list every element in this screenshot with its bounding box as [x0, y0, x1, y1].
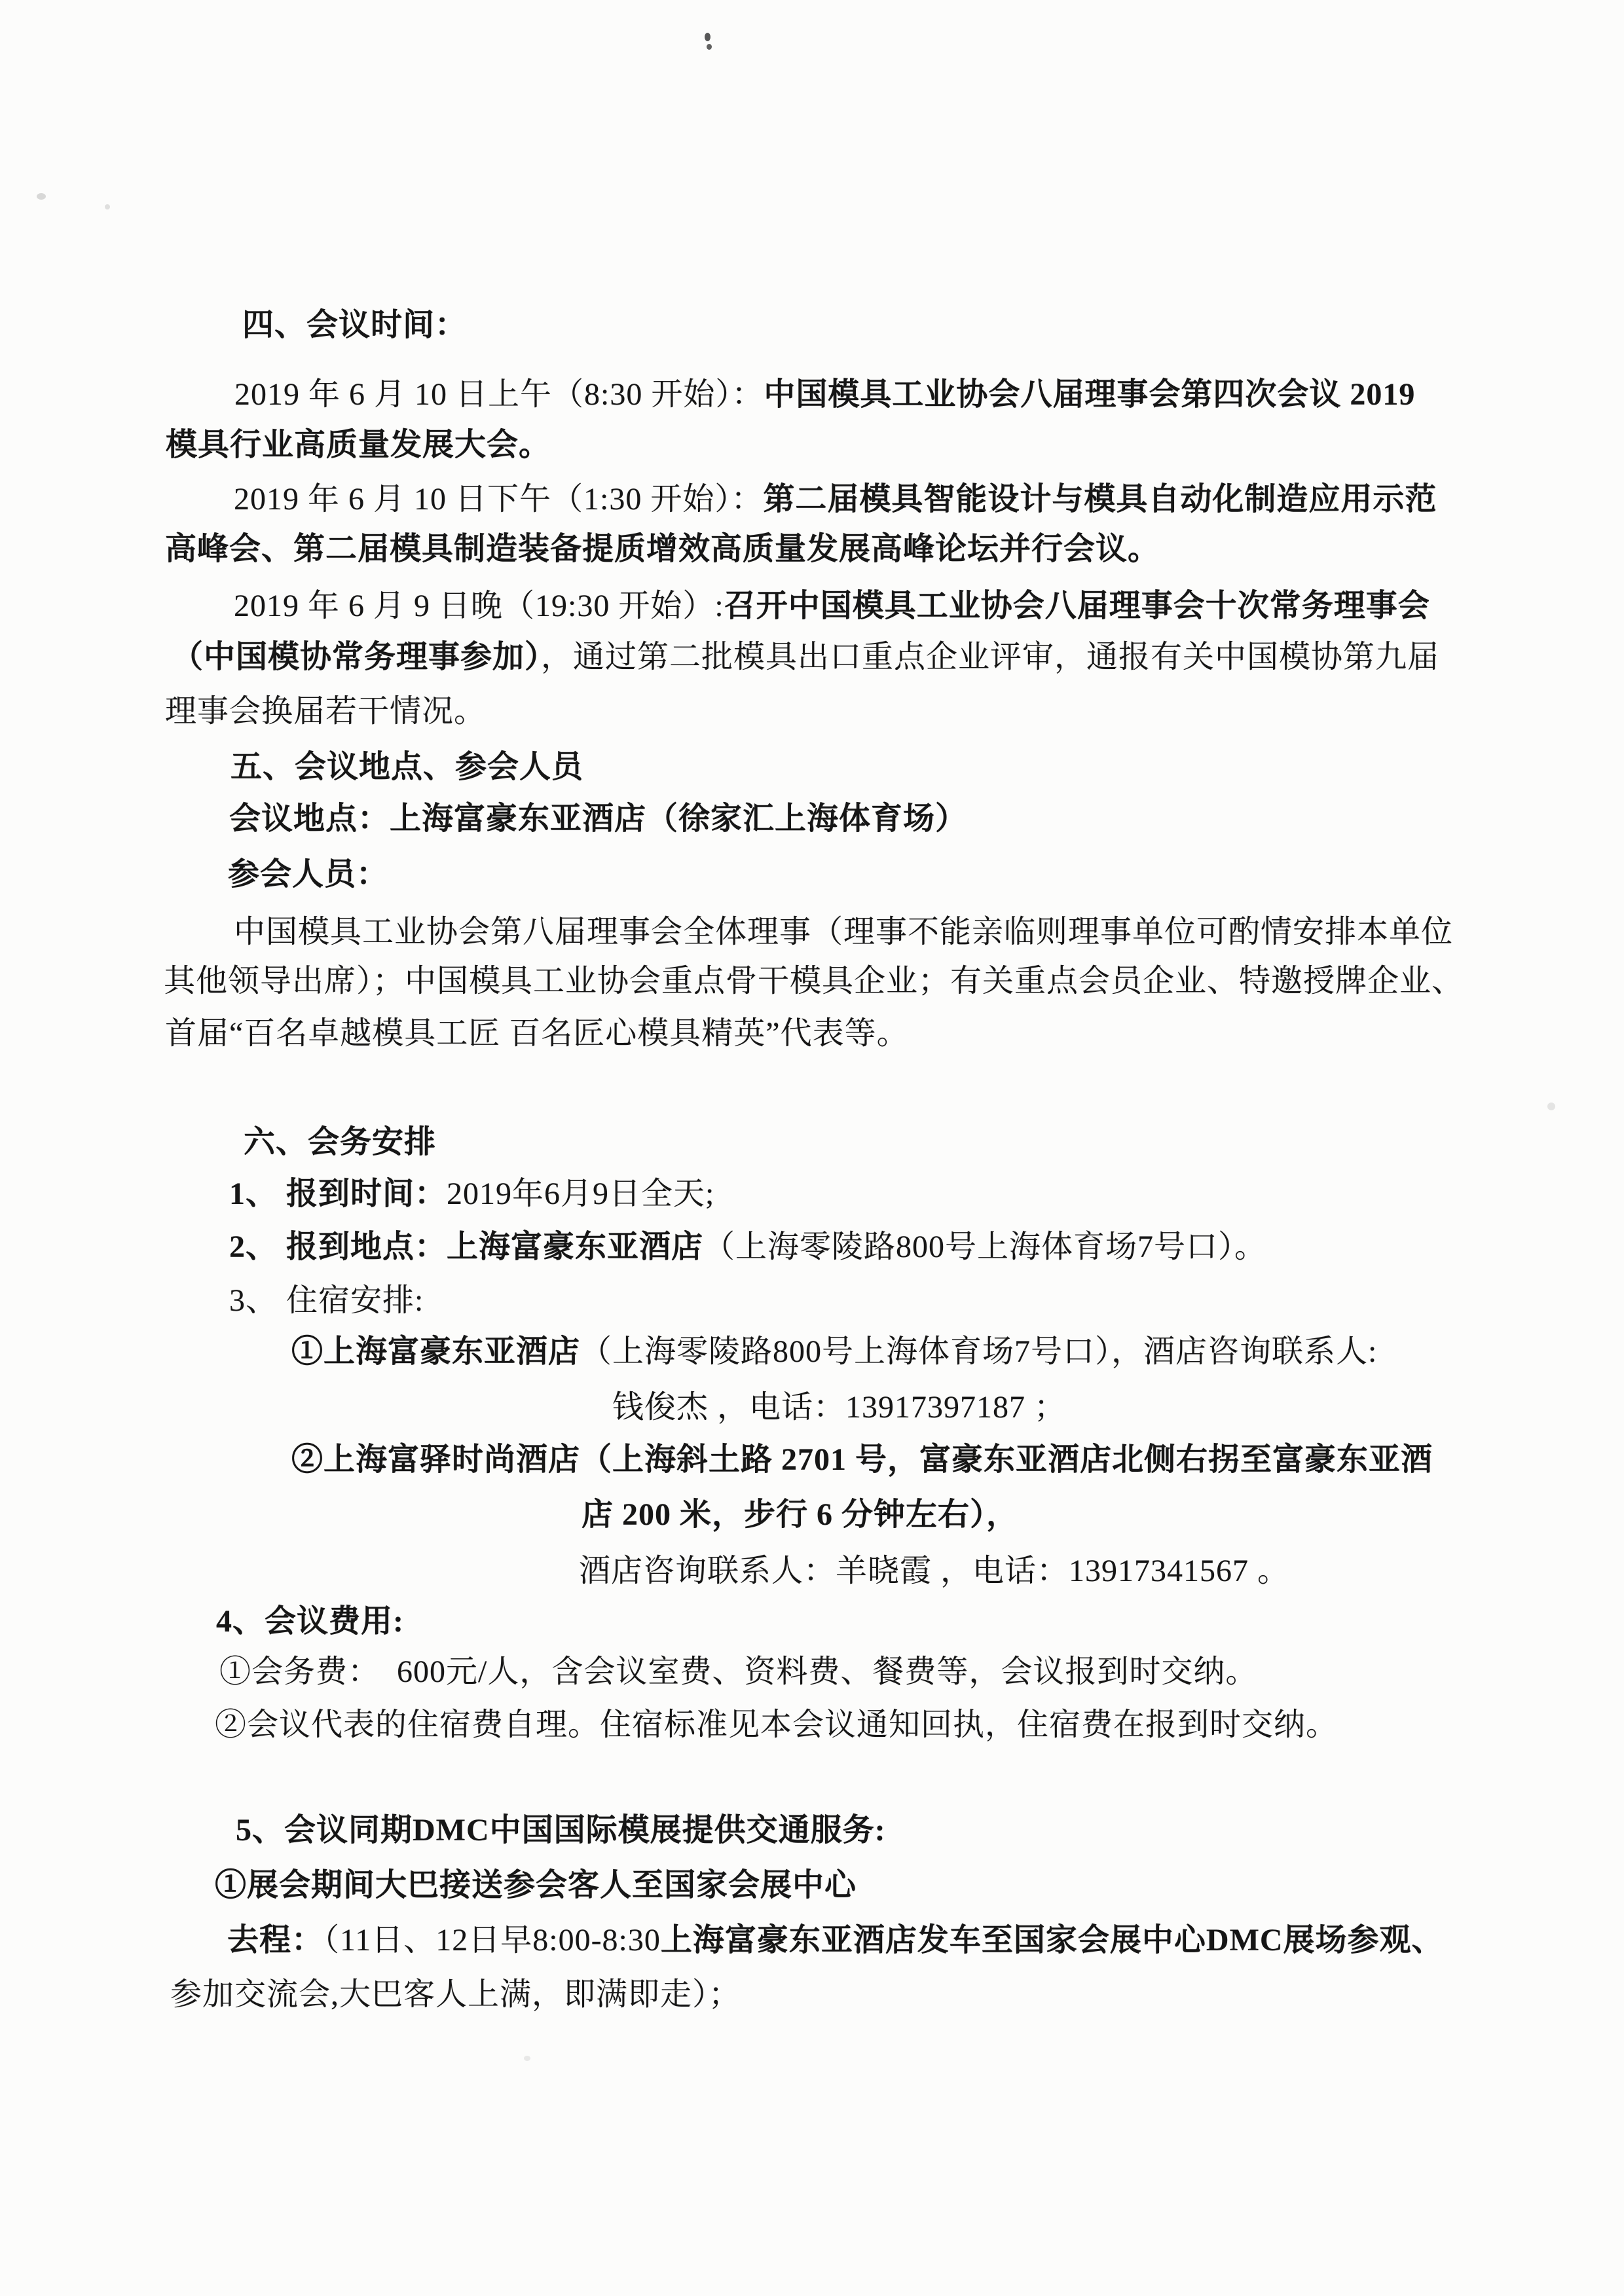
text-line — [165, 523, 1160, 575]
text-line — [229, 1168, 714, 1220]
text-line — [164, 955, 1464, 1008]
bold-text-run: 2、 报到地点：上海富豪东亚酒店 — [229, 1230, 704, 1264]
text-run: （上海零陵路800号上海体育场7号口），酒店咨询联系人: — [580, 1334, 1378, 1369]
bold-text-run: ①展会期间大巴接送参会客人至国家会展中心 — [215, 1868, 857, 1903]
text-run: 钱俊杰 ，电话：13917397187 ； — [612, 1390, 1067, 1425]
text-line — [291, 1326, 1377, 1378]
text-line — [231, 741, 583, 793]
bold-text-run: 1、 报到时间： — [229, 1176, 447, 1211]
text-line — [612, 1381, 1066, 1434]
bold-text-run: ①上海富豪东亚酒店 — [291, 1334, 581, 1369]
text-line — [227, 1914, 1444, 1967]
text-line — [165, 685, 486, 738]
ink-speck — [105, 204, 110, 210]
text-run: 参加交流会,大巴客人上满，即满即走）； — [170, 1977, 741, 2012]
text-line — [219, 1646, 1257, 1698]
bold-text-run: 中国模具工业协会八届理事会第四次会议 2019 — [764, 377, 1416, 412]
bold-text-run: 五、会议地点、参会人员 — [231, 750, 584, 784]
bold-text-run: 四、会议时间： — [242, 308, 468, 342]
text-line — [216, 1595, 404, 1648]
text-line — [229, 1275, 424, 1327]
text-run: （上海零陵路800号上海体育场7号口）。 — [703, 1230, 1267, 1264]
bold-text-run: 去程： — [227, 1923, 324, 1958]
text-run: 中国模具工业协会第八届理事会全体理事（理事不能亲临则理事单位可酌情安排本单位 — [234, 915, 1454, 949]
text-line — [234, 369, 1415, 421]
text-line — [579, 1545, 1289, 1597]
bold-text-run: 六、会务安排 — [244, 1125, 437, 1159]
text-run: 2019 年 6 月 10 日下午（1:30 开始）： — [234, 482, 764, 517]
ink-speck — [524, 2056, 530, 2061]
text-line — [291, 1434, 1433, 1486]
bold-text-run: 第二届模具智能设计与模具自动化制造应用示范 — [763, 482, 1437, 517]
text-line — [234, 906, 1453, 958]
text-line — [234, 580, 1430, 632]
text-run: ，通过第二批模具出口重点企业评审，通报有关中国模协第九届 — [541, 640, 1440, 674]
bold-text-run: 高峰会、第二届模具制造装备提质增效高质量发展高峰论坛并行会议。 — [165, 532, 1160, 566]
text-run: ①会务费： 600元/人，含会议室费、资料费、餐费等，会议报到时交纳。 — [219, 1654, 1258, 1689]
text-line — [242, 299, 467, 352]
bold-text-run: 上海富豪东亚酒店发车至国家会展中心DMC展场参观、 — [660, 1923, 1444, 1958]
bold-text-run: 4、会议费用: — [216, 1604, 404, 1639]
ink-speck — [1547, 1102, 1555, 1110]
ink-speck — [705, 33, 710, 41]
text-line — [170, 1969, 741, 2021]
text-run: （11日、12日早8:00-8:30 — [323, 1923, 661, 1958]
text-run: 其他领导出席）；中国模具工业协会重点骨干模具企业；有关重点会员企业、特邀授牌企业、 — [164, 964, 1464, 998]
bold-text-run: 参会人员： — [228, 857, 389, 892]
text-run: 2019年6月9日全天; — [447, 1176, 715, 1211]
bold-text-run: 5、会议同期DMC中国国际模展提供交通服务: — [236, 1813, 886, 1848]
text-run: 理事会换届若干情况。 — [165, 694, 487, 729]
text-line — [215, 1699, 1338, 1751]
text-line — [228, 848, 388, 901]
bold-text-run: 店 200 米，步行 6 分钟左右）， — [581, 1497, 1019, 1532]
text-run: 酒店咨询联系人：羊晓霞 ，电话：13917341567 。 — [579, 1554, 1290, 1588]
text-run: 首届“百名卓越模具工匠 百名匠心模具精英”代表等。 — [165, 1016, 909, 1051]
text-line — [172, 631, 1439, 683]
text-run: 2019 年 6 月 10 日上午（8:30 开始）： — [234, 377, 764, 412]
bold-text-run: ②上海富驿时尚酒店（上海斜土路 2701 号，富豪东亚酒店北侧右拐至富豪东亚酒 — [291, 1442, 1433, 1477]
text-run: 2019 年 6 月 9 日晚（19:30 开始）: — [234, 589, 724, 623]
text-line — [236, 1804, 886, 1857]
text-run: 3、 住宿安排: — [229, 1283, 424, 1318]
text-line — [229, 793, 967, 845]
bold-text-run: （中国模协常务理事参加） — [172, 640, 542, 674]
text-line — [215, 1859, 857, 1912]
text-line — [581, 1489, 1018, 1541]
ink-speck — [37, 193, 46, 200]
text-line — [166, 419, 551, 471]
text-line — [229, 1221, 1266, 1273]
bold-text-run: 会议地点：上海富豪东亚酒店（徐家汇上海体育场） — [229, 801, 968, 836]
text-run: ②会议代表的住宿费自理。住宿标准见本会议通知回执，住宿费在报到时交纳。 — [215, 1707, 1338, 1742]
text-line — [234, 473, 1437, 526]
bold-text-run: 召开中国模具工业协会八届理事会十次常务理事会 — [724, 589, 1430, 623]
bold-text-run: 模具行业高质量发展大会。 — [166, 428, 551, 462]
text-line — [165, 1008, 909, 1060]
text-line — [244, 1116, 436, 1169]
ink-speck — [707, 44, 712, 50]
